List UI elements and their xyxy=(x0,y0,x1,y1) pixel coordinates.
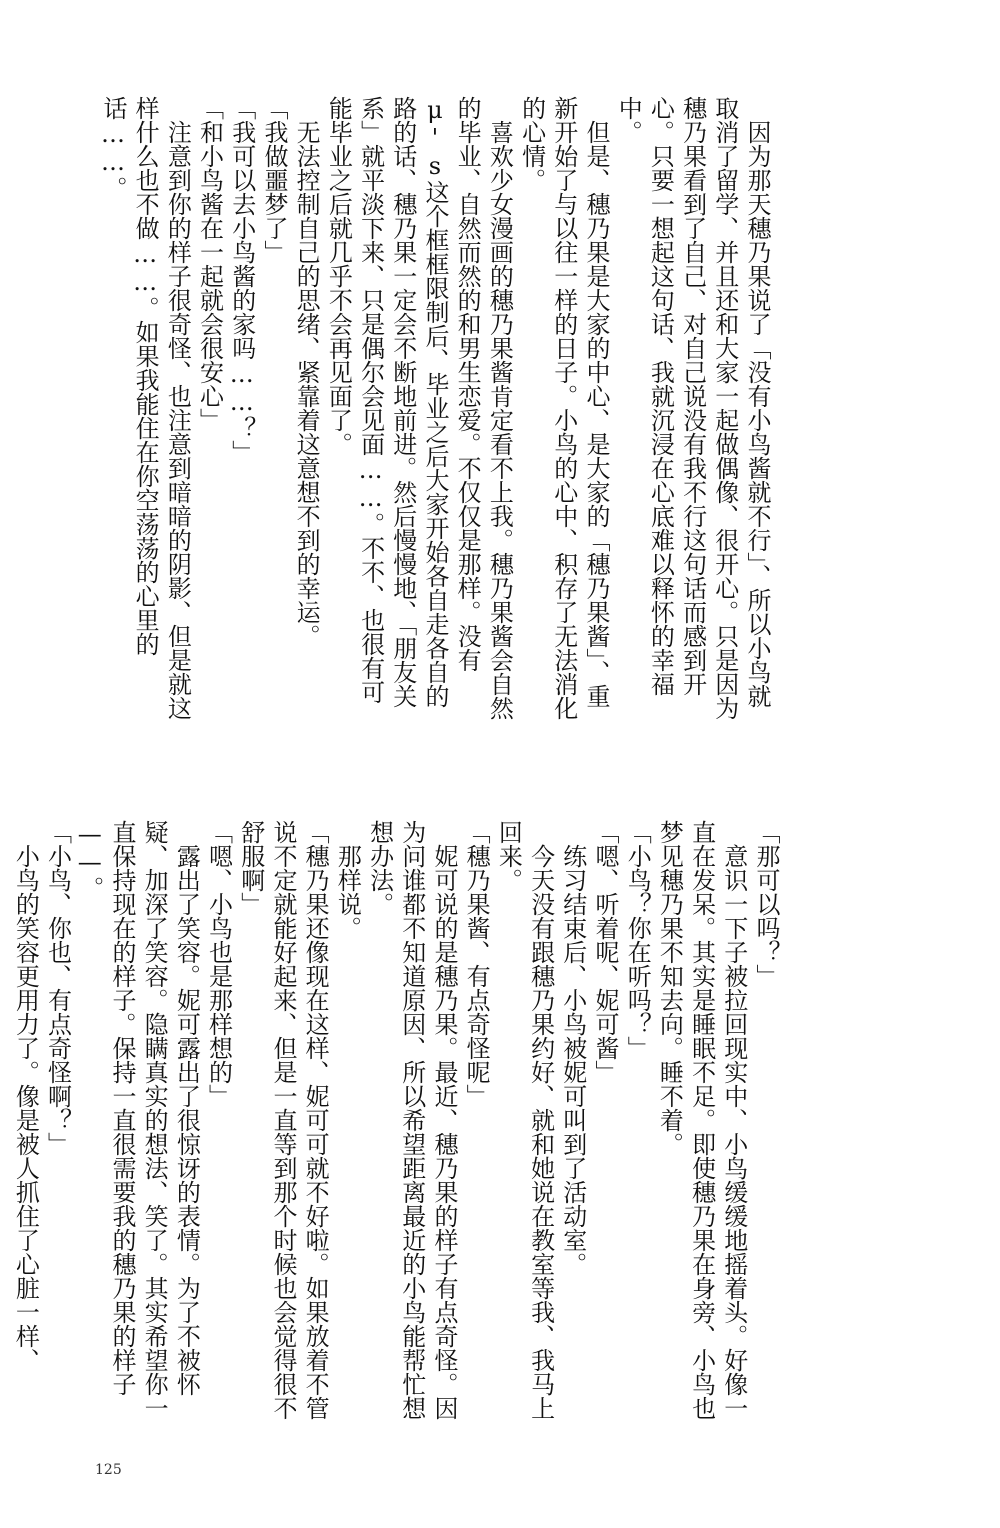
paragraph: 意识一下子被拉回现实中、小鸟缓缓地摇着头。好像一直在发呆。其实是睡眠不足。即使穗乃果在身旁、小鸟也梦见穗乃果不知去向。睡不着。 xyxy=(655,820,748,1420)
paragraph: 注意到你的样子很奇怪、也注意到暗暗的阴影、但是就这样什么也不做……。如果我能住在你空荡荡的心里的话……。 xyxy=(98,96,192,720)
dialogue-line: 「那可以吗？」 xyxy=(752,820,780,988)
dialogue-line: 「嗯、小鸟也是那样想的」 xyxy=(204,820,233,1108)
paragraph: 无法控制自己的思绪、紧靠着这意想不到的幸运。 xyxy=(292,96,321,648)
dialogue-line: 「小鸟、你也、有点奇怪啊？」 xyxy=(43,820,72,1156)
dialogue-line: 「我可以去小鸟酱的家吗……？」 xyxy=(227,96,256,464)
dialogue-line: 「和小鸟酱在一起就会很安心」 xyxy=(195,96,224,432)
paragraph: 小鸟的笑容更用力了。像是被人抓住了心脏一样、 xyxy=(11,820,40,1372)
paragraph: 那样说。 xyxy=(333,820,362,940)
bottom-text-block xyxy=(11,820,782,1432)
paragraph: 但是、穗乃果是大家的中心、是大家的「穗乃果酱」、重新开始了与以往一样的日子。小鸟的心中、积存了无法消化的心情。 xyxy=(517,96,610,720)
dialogue-line: 「嗯、听着呢、妮可酱」 xyxy=(590,820,619,1084)
paragraph: 喜欢少女漫画的穗乃果酱肯定看不上我。穗乃果酱会自然的毕业、自然而然的和男生恋爱。不仅仅是那样。没有μ's这个框框限制后、毕业之后大家开始各自走各自的路的话、穗乃果一定会不断地前进。然后慢慢地、「朋友关系」就平淡下来、只是偶尔会见面……。不不、也很有可能毕业之后就几乎不会再见面了。 xyxy=(324,96,514,720)
dialogue-line: 「穗乃果还像现在这样、妮可可就不好啦。如果放着不管说不定就能好起来、但是一直等到那个时候也会觉得很不舒服啊」 xyxy=(236,820,330,1420)
dialogue-line: 「小鸟？你在听吗？」 xyxy=(623,820,652,1060)
paragraph: 露出了笑容。妮可露出了很惊讶的表情。为了不被怀疑、加深了笑容。隐瞒真实的想法、笑了。其实希望你一直保持现在的样子。保持一直很需要我的穗乃果的样子——。 xyxy=(75,820,201,1420)
top-text-block xyxy=(98,96,773,726)
paragraph: 今天没有跟穗乃果约好、就和她说在教室等我、我马上回来。 xyxy=(494,820,555,1420)
paragraph: 妮可说的是穗乃果。最近、穗乃果的样子有点奇怪。因为问谁都不知道原因、所以希望距离最近的小鸟能帮忙想想办法。 xyxy=(365,820,458,1420)
paragraph: 因为那天穗乃果说了「没有小鸟酱就不行」、所以小鸟就取消了留学、并且还和大家一起做偶像、很开心。只是因为穗乃果看到了自己、对自己说没有我不行这句话而感到开心。只要一想起这句话、我就沉浸在心底难以释怀的幸福中。 xyxy=(614,96,771,720)
dialogue-line: 「我做噩梦了」 xyxy=(259,96,288,264)
paragraph: 练习结束后、小鸟被妮可叫到了活动室。 xyxy=(558,820,587,1276)
page-number: 125 xyxy=(95,1462,122,1478)
dialogue-line: 「穗乃果酱、有点奇怪呢」 xyxy=(462,820,491,1108)
